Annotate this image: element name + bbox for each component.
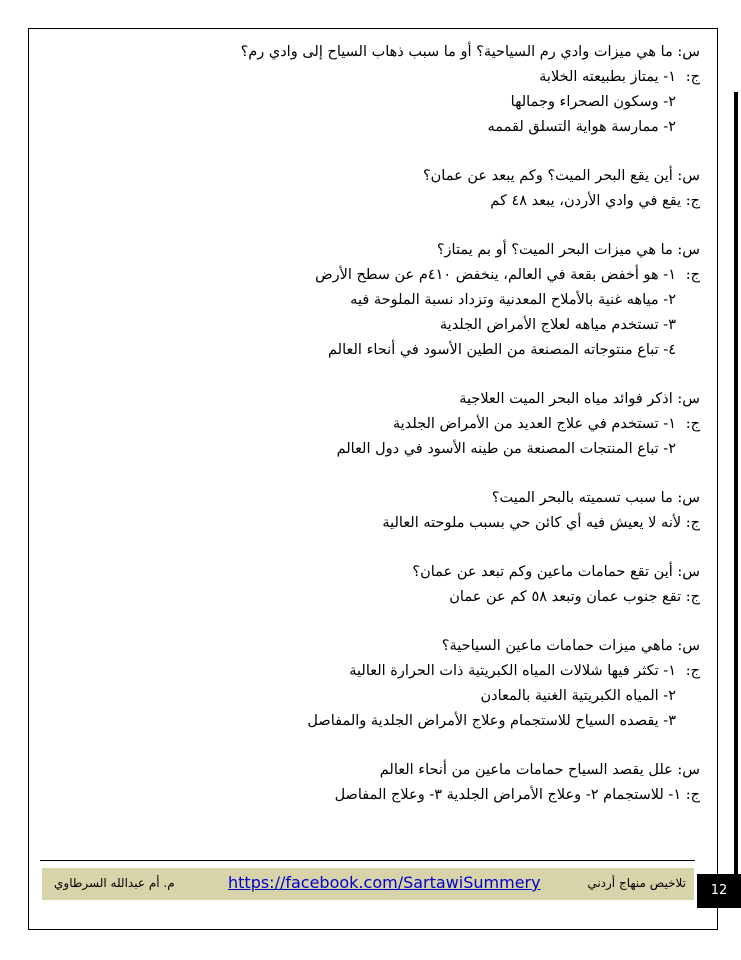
question-label: س: <box>677 638 700 654</box>
qa-block-1 <box>40 40 700 140</box>
answer-item: ٢- وسكون الصحراء وجمالها <box>510 94 676 110</box>
answer-text: ١- هو أخفض بقعة في العالم، ينخفض ٤١٠م عن سطح الأرض <box>315 267 676 283</box>
answer-item: ٢- المياه الكبريتية الغنية بالمعادن <box>480 688 676 704</box>
answer <box>40 511 700 536</box>
answer-item: ٣- يقصده السياح للاستجمام وعلاج الأمراض الجلدية والمفاصل <box>307 713 676 729</box>
answer-label: ج: <box>685 267 700 283</box>
qa-block-2 <box>40 164 700 214</box>
qa-block-3 <box>40 238 700 363</box>
qa-block-7 <box>40 634 700 734</box>
answer <box>40 659 700 684</box>
answer-text: ١- للاستجمام ٢- وعلاج الأمراض الجلدية ٣- وعلاج المفاصل <box>334 787 682 803</box>
answer-label: ج: <box>685 589 700 605</box>
question <box>40 758 700 783</box>
question <box>40 238 700 263</box>
footer-bar <box>42 868 694 900</box>
question-label: س: <box>677 168 700 184</box>
answer <box>40 585 700 610</box>
answer-item: ٣- تستخدم مياهه لعلاج الأمراض الجلدية <box>439 317 676 333</box>
question <box>40 387 700 412</box>
question-text: اذكر فوائد مياه البحر الميت العلاجية <box>459 391 673 407</box>
answer-item: ٢- تباع المنتجات المصنعة من طينه الأسود في دول العالم <box>336 441 676 457</box>
qa-block-5 <box>40 486 700 536</box>
question <box>40 40 700 65</box>
question-text: ما هي ميزات البحر الميت؟ أو بم يمتاز؟ <box>436 242 673 258</box>
answer-text: ١- تكثر فيها شلالات المياه الكبريتية ذات الحرارة العالية <box>349 663 676 679</box>
question-text: ماهي ميزات حمامات ماعين السياحية؟ <box>441 638 673 654</box>
answer-label: ج: <box>685 69 700 85</box>
answer-text: لأنه لا يعيش فيه أي كائن حي بسبب ملوحته العالية <box>382 515 682 531</box>
answer-text: يقع في وادي الأردن، يبعد ٤٨ كم <box>490 193 682 209</box>
question-label: س: <box>677 242 700 258</box>
question-text: علل يقصد السياح حمامات ماعين من أنحاء العالم <box>379 762 673 778</box>
question <box>40 164 700 189</box>
qa-block-4 <box>40 387 700 462</box>
qa-block-6 <box>40 560 700 610</box>
answer-text: تقع جنوب عمان وتبعد ٥٨ كم عن عمان <box>449 589 682 605</box>
question-text: ما سبب تسميته بالبحر الميت؟ <box>491 490 673 506</box>
question-text: أين يقع البحر الميت؟ وكم يبعد عن عمان؟ <box>422 168 673 184</box>
question-label: س: <box>677 564 700 580</box>
question <box>40 560 700 585</box>
qa-content <box>40 40 700 832</box>
answer-label: ج: <box>685 193 700 209</box>
question-label: س: <box>677 44 700 60</box>
answer-item: ٢- مياهه غنية بالأملاح المعدنية وتزداد نسبة الملوحة فيه <box>350 292 676 308</box>
answer-label: ج: <box>685 416 700 432</box>
question-text: أين تقع حمامات ماعين وكم تبعد عن عمان؟ <box>412 564 673 580</box>
question-text: ما هي ميزات وادي رم السياحية؟ أو ما سبب ذهاب السياح إلى وادي رم؟ <box>240 44 673 60</box>
question-label: س: <box>677 391 700 407</box>
question <box>40 634 700 659</box>
answer-item: ٢- ممارسة هواية التسلق لقممه <box>487 119 676 135</box>
answer-text: ١- يمتاز بطبيعته الخلابة <box>539 69 676 85</box>
answer <box>40 65 700 90</box>
answer-label: ج: <box>685 515 700 531</box>
answer-label: ج: <box>685 787 700 803</box>
answer <box>40 263 700 288</box>
page-side-bar <box>734 92 738 882</box>
answer <box>40 412 700 437</box>
question-label: س: <box>677 762 700 778</box>
facebook-link[interactable]: https://facebook.com/SartawiSummery <box>228 873 541 892</box>
answer-item: ٤- تباع منتوجاته المصنعة من الطين الأسود في أنحاء العالم <box>328 342 676 358</box>
footer-author: م. أم عبدالله السرطاوي <box>54 876 175 890</box>
answer-label: ج: <box>685 663 700 679</box>
answer <box>40 783 700 808</box>
footer-series-title: تلاخيص منهاج أردني <box>587 876 686 890</box>
qa-block-8 <box>40 758 700 808</box>
footer-divider <box>40 860 695 861</box>
question-label: س: <box>677 490 700 506</box>
answer-text: ١- تستخدم في علاج العديد من الأمراض الجلدية <box>392 416 676 432</box>
page-number: 12 <box>697 874 741 908</box>
question <box>40 486 700 511</box>
answer <box>40 189 700 214</box>
